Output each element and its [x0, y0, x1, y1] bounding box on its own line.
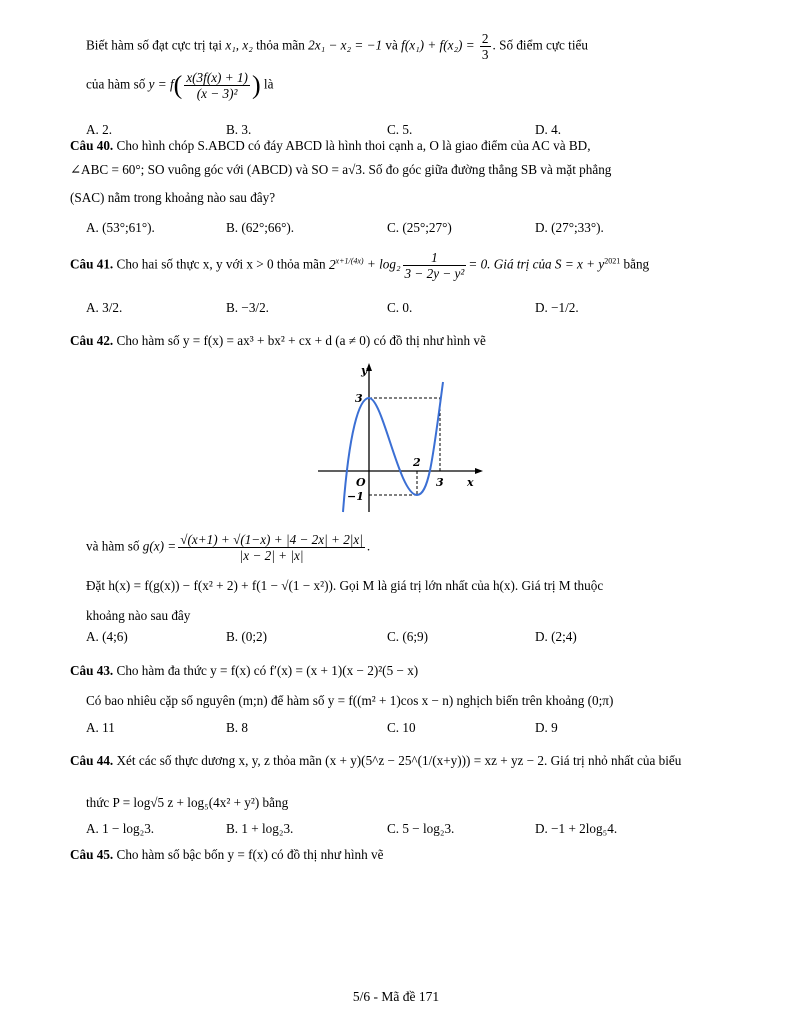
q40-option-c: C. (25°;27°)	[387, 220, 452, 235]
q44-option-c: C. 5 − log₂3.	[387, 821, 455, 836]
q41-line1: Câu 41. Cho hai số thực x, y với x > 0 thỏa mãn $2^{x+1/(4x)} + \log_2$ $\frac{1}{\text{3 − 2y − y²}}$ = 0. Giá trị của $S = x + y^{2021}$ bằng	[70, 250, 650, 282]
q42-option-d: D. (2;4)	[535, 629, 577, 644]
q43-option-b: B. 8	[226, 720, 248, 735]
q44-line2: thức P = log√5 z + log₅(4x² + y²) bằng	[86, 795, 289, 810]
graph-tick-2: 2	[413, 456, 421, 469]
q43-line2: Có bao nhiêu cặp số nguyên (m;n) để hàm số y = f((m² + 1)cos x − n) nghịch biến trên khoảng (0;π)	[86, 693, 614, 708]
q43-option-a: A. 11	[86, 720, 115, 735]
q41-option-b: B. −3/2.	[226, 300, 269, 315]
q39-option-c: C. 5.	[387, 122, 413, 137]
graph-x-label: x	[467, 476, 474, 489]
q40-option-a: A. (53°;61°).	[86, 220, 155, 235]
q42-g-line: và hàm số g(x) = $\frac{√(x+1) + √(1-x) + |4 - 2x| + 2|x|}{|x - 2| + |x|}$ .	[86, 532, 371, 564]
q39-option-b: B. 3.	[226, 122, 252, 137]
q41-option-a: A. 3/2.	[86, 300, 123, 315]
q40-option-d: D. (27°;33°).	[535, 220, 604, 235]
q44-option-a: A. 1 − log₂3.	[86, 821, 155, 836]
graph-tick-3x: 3	[436, 476, 444, 489]
cubic-graph	[315, 362, 485, 514]
page-footer: 5/6 - Mã đề 171	[352, 989, 440, 1004]
q40-line2: ∠ABC = 60°; SO vuông góc với (ABCD) và SO = a√3. Số đo góc giữa đường thẳng SB và mặt phẳng	[70, 162, 612, 177]
q43-line1: Câu 43. Cho hàm đa thức y = f(x) có f′(x) = (x + 1)(x − 2)²(5 − x)	[70, 663, 419, 678]
q40-line3: (SAC) nằm trong khoảng nào sau đây?	[70, 190, 276, 205]
graph-y-label: y	[361, 364, 368, 377]
q43-option-c: C. 10	[387, 720, 416, 735]
q42-option-b: B. (0;2)	[226, 629, 268, 644]
q39-option-d: D. 4.	[535, 122, 562, 137]
q42-line1: Câu 42. Cho hàm số y = f(x) = ax³ + bx² + cx + d (a ≠ 0) có đồ thị như hình vẽ	[70, 333, 486, 348]
q39-option-a: A. 2.	[86, 122, 113, 137]
q40-line1: Câu 40. Cho hình chóp S.ABCD có đáy ABCD là hình thoi cạnh a, O là giao điểm của AC và BD,	[70, 138, 591, 153]
q41-option-c: C. 0.	[387, 300, 413, 315]
q42-option-c: C. (6;9)	[387, 629, 429, 644]
q44-option-d: D. −1 + 2log₅4.	[535, 821, 618, 836]
q39-line2: của hàm số y = f( $\frac{x(3f(x) + 1)}{\text{(x − 3)²}}$ ) là	[86, 70, 274, 102]
q42-h-line: Đặt h(x) = f(g(x)) − f(x² + 2) + f(1 − √(1 − x²)). Gọi M là giá trị lớn nhất của h(x). Giá trị M thuộc	[86, 578, 604, 593]
graph-tick-3y: 3	[355, 392, 363, 405]
graph-origin: O	[356, 476, 366, 489]
q39-line1: Biết hàm số đạt cực trị tại x₁, x₂ thỏa mãn 2x₁ − x₂ = −1 và f(x₁) + f(x₂) = $\frac{2}{3}$ . Số điểm cực tiểu	[86, 31, 588, 63]
q45-line1: Câu 45. Cho hàm số bậc bốn y = f(x) có đồ thị như hình vẽ	[70, 847, 384, 862]
q44-option-b: B. 1 + log₂3.	[226, 821, 294, 836]
q40-option-b: B. (62°;66°).	[226, 220, 295, 235]
q42-h-line2: khoảng nào sau đây	[86, 608, 191, 623]
q44-line1: Câu 44. Xét các số thực dương x, y, z thỏa mãn (x + y)(5^z − 25^(1/(x+y))) = xz + yz − 2. Giá trị nhỏ nhất của biểu	[70, 753, 682, 768]
q43-option-d: D. 9	[535, 720, 558, 735]
graph-tick-m1: −1	[347, 490, 364, 503]
q41-option-d: D. −1/2.	[535, 300, 579, 315]
q42-option-a: A. (4;6)	[86, 629, 128, 644]
